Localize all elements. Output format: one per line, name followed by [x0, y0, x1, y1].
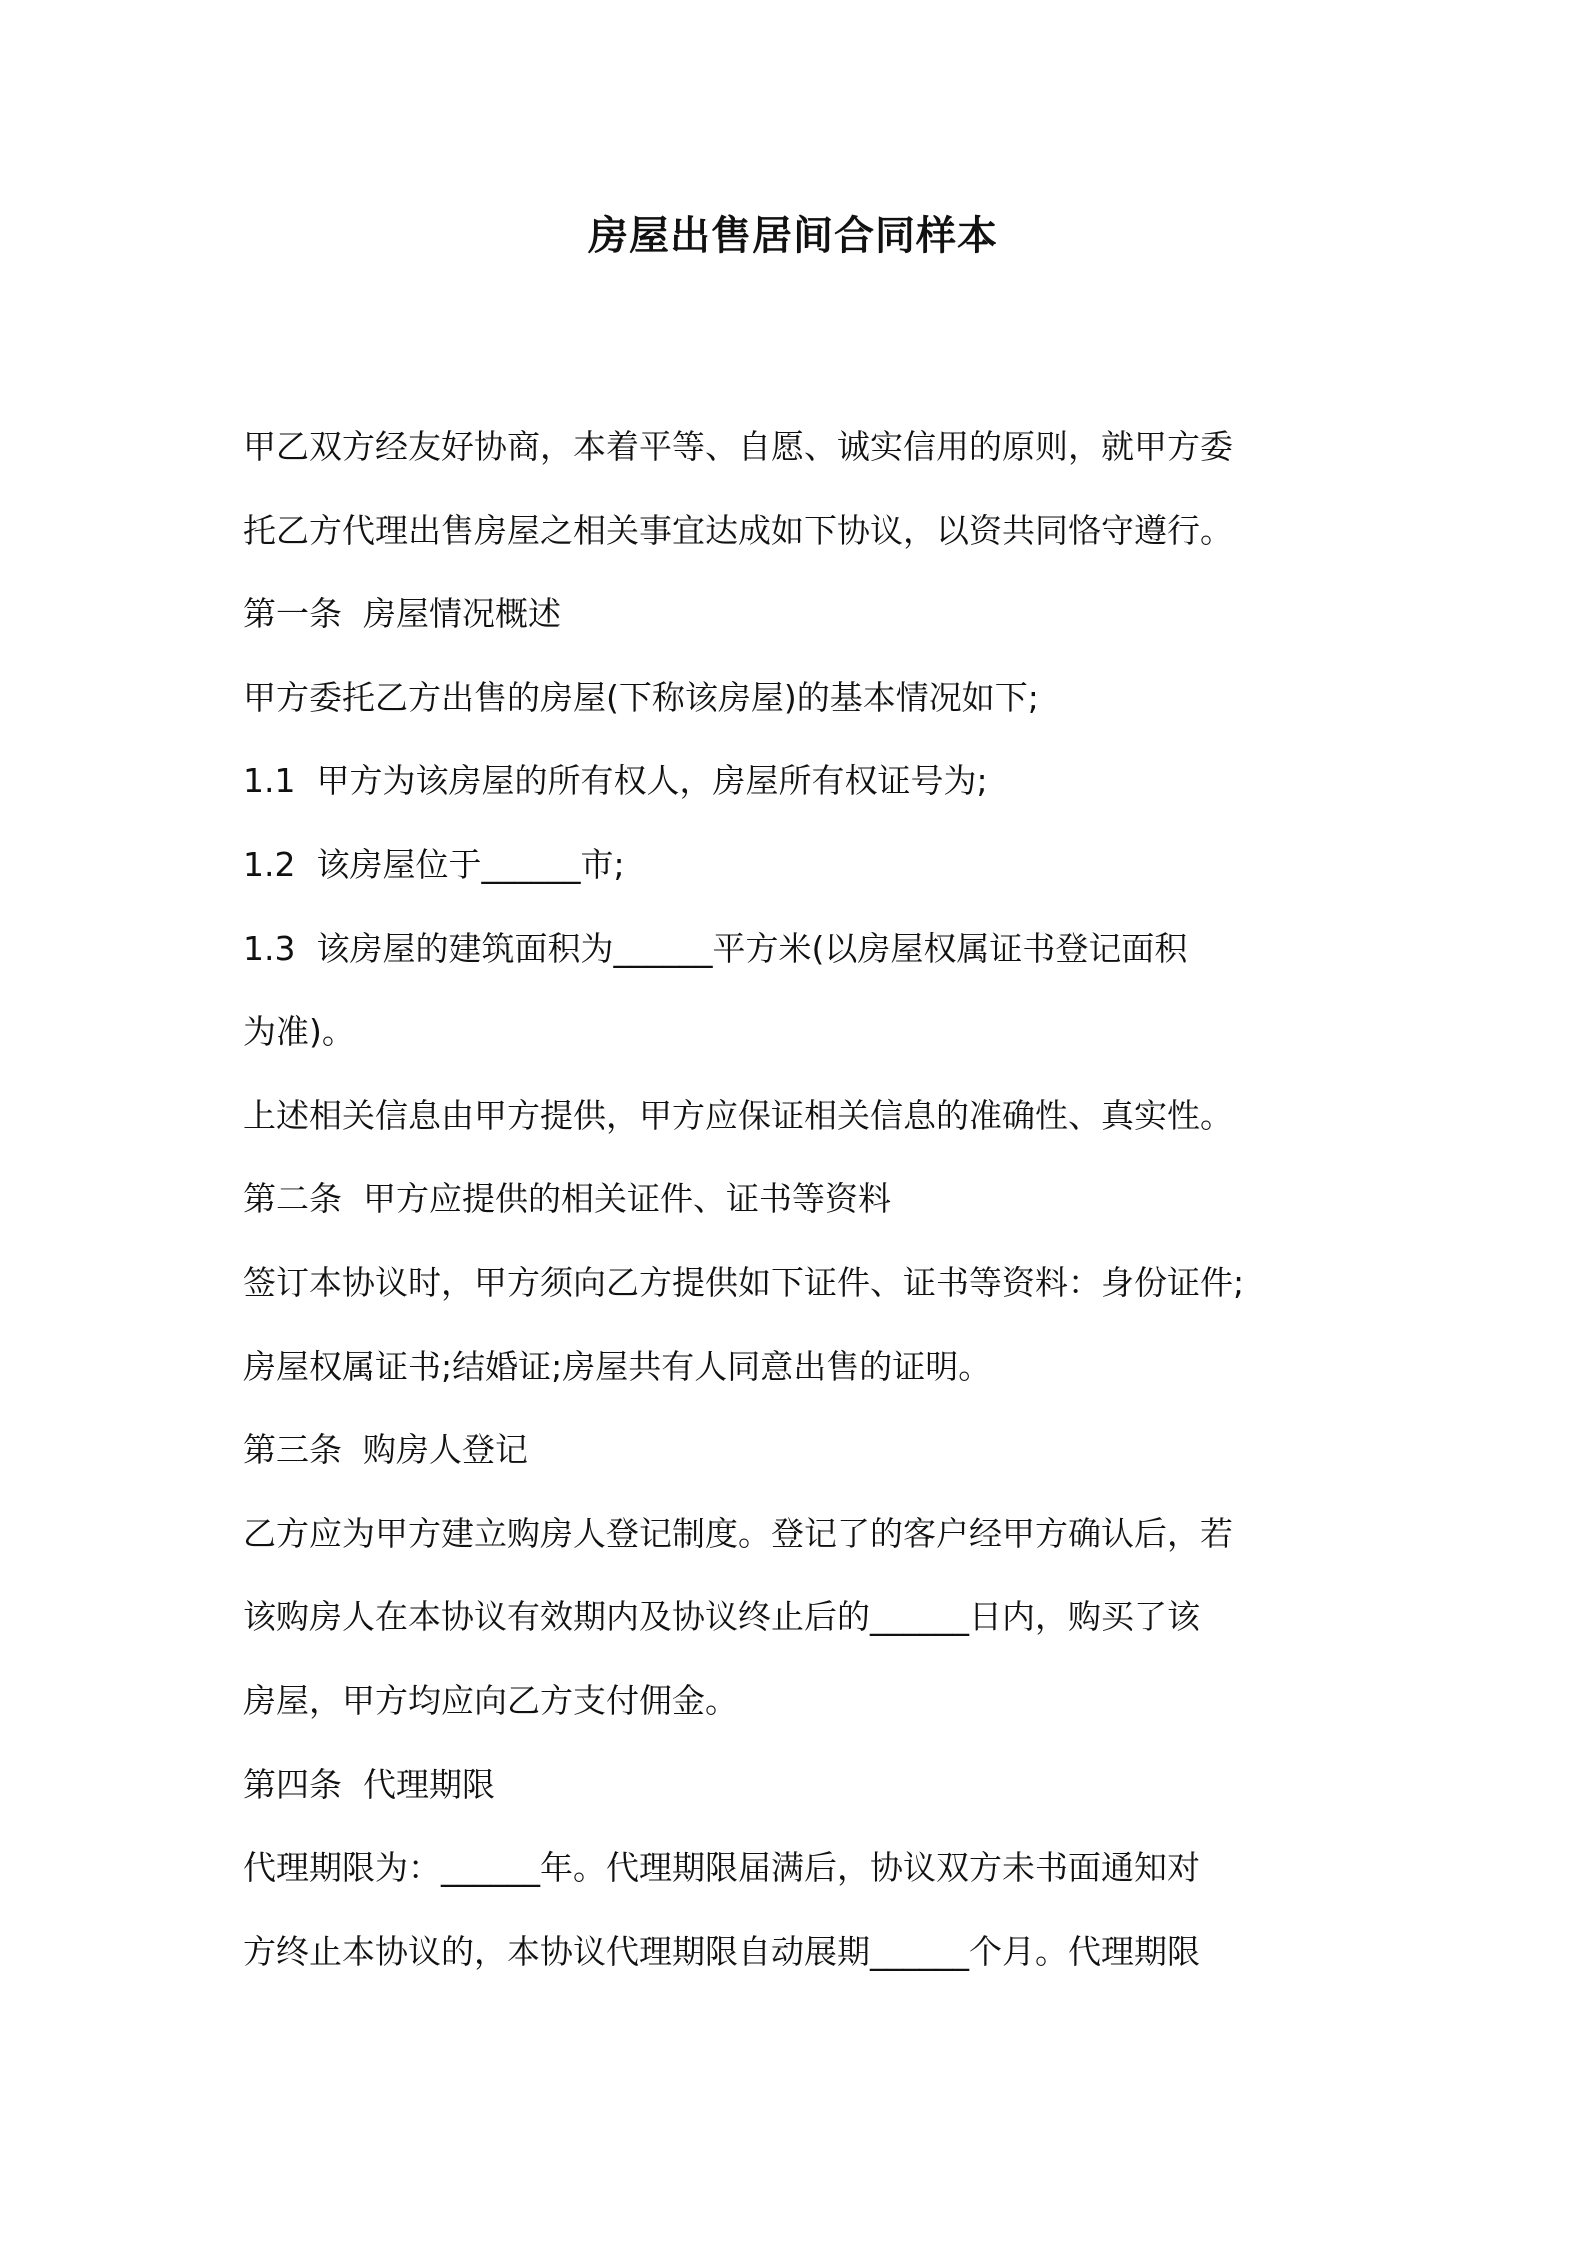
clause-line: 1.2 该房屋位于______市; — [243, 844, 625, 884]
paragraph-line: 托乙方代理出售房屋之相关事宜达成如下协议，以资共同恪守遵行。 — [243, 510, 1233, 550]
paragraph-line: 甲方委托乙方出售的房屋(下称该房屋)的基本情况如下; — [243, 677, 1039, 717]
paragraph-line: 甲乙双方经友好协商，本着平等、自愿、诚实信用的原则，就甲方委 — [243, 427, 1233, 466]
article-heading: 第四条 代理期限 — [243, 1764, 495, 1804]
article-heading: 第二条 甲方应提供的相关证件、证书等资料 — [243, 1179, 891, 1219]
document-body — [243, 405, 1359, 1993]
paragraph-line: 该购房人在本协议有效期内及协议终止后的______日内，购买了该 — [243, 1597, 1200, 1637]
article-heading: 第一条 房屋情况概述 — [243, 594, 561, 634]
paragraph-line: 为准)。 — [243, 1012, 355, 1052]
clause-line: 1.1 甲方为该房屋的所有权人，房屋所有权证号为; — [243, 761, 988, 801]
document-title: 房屋出售居间合同样本 — [588, 213, 998, 259]
paragraph-line: 上述相关信息由甲方提供，甲方应保证相关信息的准确性、真实性。 — [243, 1095, 1233, 1135]
article-heading: 第三条 购房人登记 — [243, 1430, 528, 1470]
paragraph-line: 乙方应为甲方建立购房人登记制度。登记了的客户经甲方确认后，若 — [243, 1513, 1233, 1553]
paragraph-line: 签订本协议时，甲方须向乙方提供如下证件、证书等资料：身份证件; — [243, 1262, 1245, 1302]
paragraph-line: 方终止本协议的，本协议代理期限自动展期______个月。代理期限 — [243, 1931, 1200, 1971]
clause-line: 1.3 该房屋的建筑面积为______平方米(以房屋权属证书登记面积 — [243, 928, 1188, 968]
paragraph-line: 房屋，甲方均应向乙方支付佣金。 — [243, 1680, 738, 1720]
paragraph-line: 代理期限为：______年。代理期限届满后，协议双方未书面通知对 — [243, 1848, 1200, 1888]
paragraph-line: 房屋权属证书;结婚证;房屋共有人同意出售的证明。 — [243, 1346, 992, 1386]
